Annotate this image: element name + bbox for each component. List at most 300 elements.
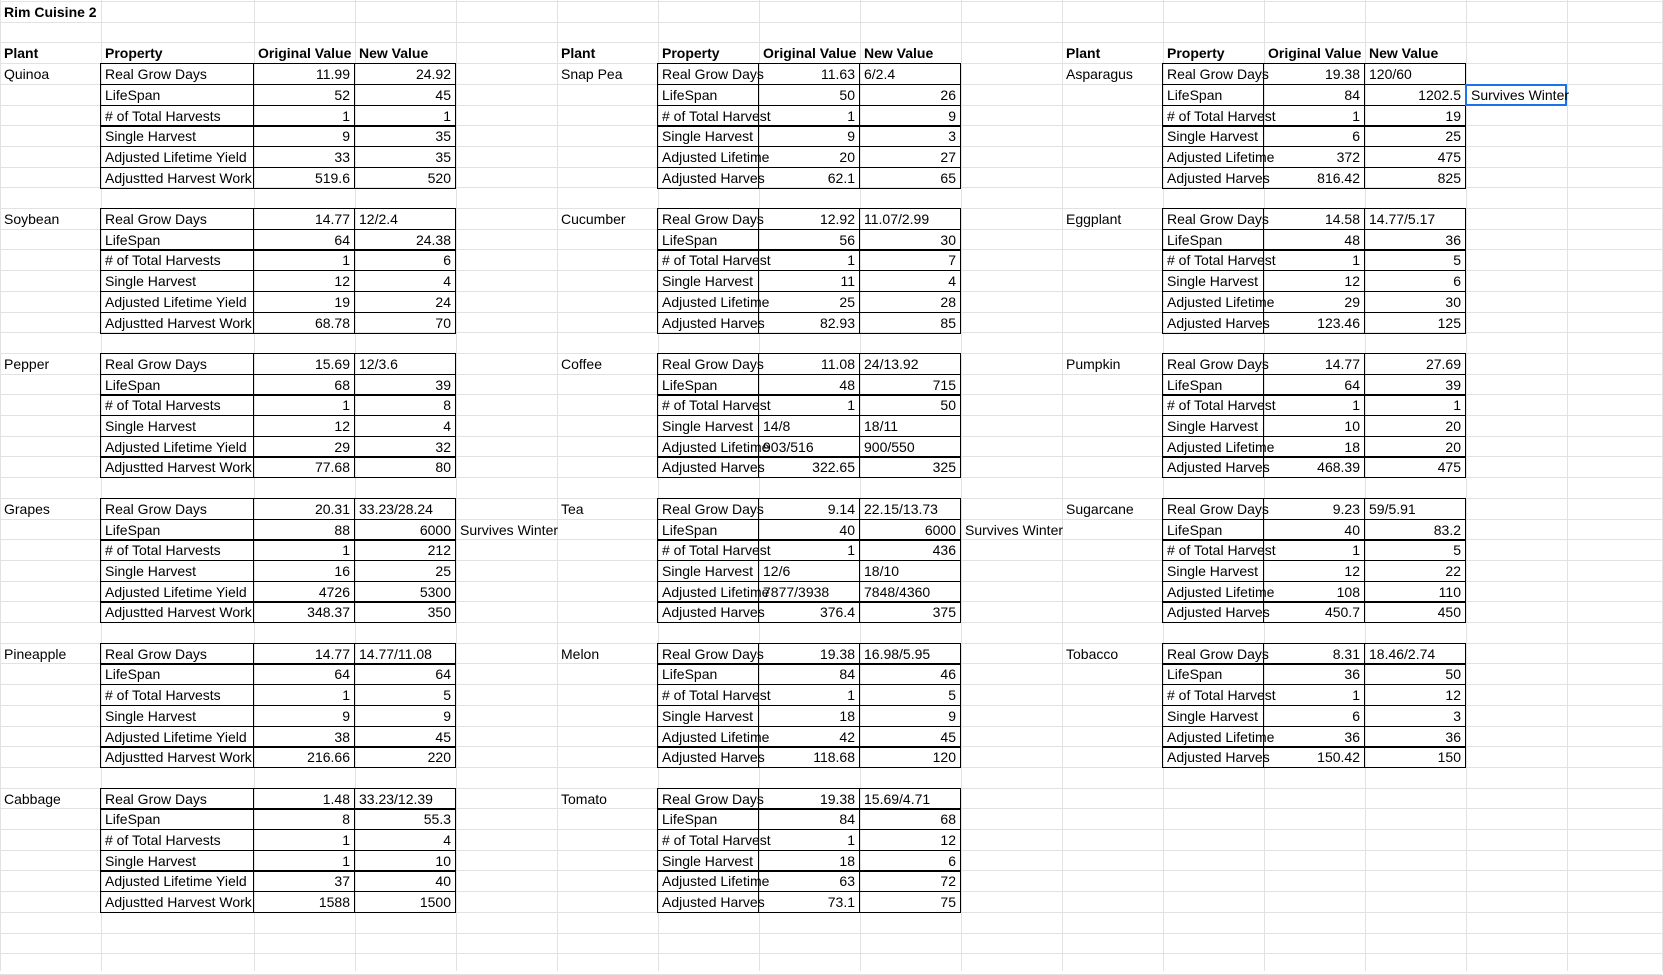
property-cell[interactable]: Adjustted Harvest Work <box>100 167 254 189</box>
property-cell[interactable]: Adjusted Lifetime <box>1162 726 1264 748</box>
property-cell[interactable]: Adjusted Lifetime <box>657 581 759 603</box>
property-cell[interactable]: Real Grow Days <box>657 498 759 520</box>
selected-note-cell[interactable]: Survives Winter <box>1465 84 1567 106</box>
plant-name-cell[interactable]: Pumpkin <box>1066 356 1121 372</box>
property-cell[interactable]: Single Harvest <box>657 125 759 147</box>
new-value-cell[interactable]: 72 <box>859 870 961 892</box>
header-original-value[interactable]: Original Value <box>258 45 352 61</box>
original-value-cell[interactable]: 15.69 <box>253 353 355 375</box>
header-original-value[interactable]: Original Value <box>1268 45 1362 61</box>
new-value-cell[interactable]: 120/60 <box>1364 63 1466 85</box>
original-value-cell[interactable]: 42 <box>758 726 860 748</box>
original-value-cell[interactable]: 14.77 <box>1263 353 1365 375</box>
new-value-cell[interactable]: 436 <box>859 539 961 561</box>
property-cell[interactable]: Single Harvest <box>100 705 254 727</box>
new-value-cell[interactable]: 715 <box>859 374 961 396</box>
original-value-cell[interactable]: 1 <box>1263 249 1365 271</box>
new-value-cell[interactable]: 59/5.91 <box>1364 498 1466 520</box>
plant-name-cell[interactable]: Cucumber <box>561 211 626 227</box>
original-value-cell[interactable]: 9 <box>253 705 355 727</box>
original-value-cell[interactable]: 73.1 <box>758 891 860 913</box>
original-value-cell[interactable]: 12 <box>1263 560 1365 582</box>
property-cell[interactable]: Real Grow Days <box>1162 63 1264 85</box>
original-value-cell[interactable]: 19.38 <box>758 643 860 665</box>
property-cell[interactable]: Single Harvest <box>1162 125 1264 147</box>
property-cell[interactable]: LifeSpan <box>1162 519 1264 541</box>
property-cell[interactable]: LifeSpan <box>1162 229 1264 251</box>
header-original-value[interactable]: Original Value <box>763 45 857 61</box>
original-value-cell[interactable]: 11.08 <box>758 353 860 375</box>
new-value-cell[interactable]: 24 <box>354 291 456 313</box>
property-cell[interactable]: Adjusted Lifetime Yield <box>100 726 254 748</box>
new-value-cell[interactable]: 27 <box>859 146 961 168</box>
new-value-cell[interactable]: 6 <box>859 850 961 872</box>
new-value-cell[interactable]: 325 <box>859 456 961 478</box>
new-value-cell[interactable]: 12/2.4 <box>354 208 456 230</box>
property-cell[interactable]: Single Harvest <box>100 125 254 147</box>
header-new-value[interactable]: New Value <box>359 45 429 61</box>
property-cell[interactable]: Adjusted Harves <box>1162 456 1264 478</box>
new-value-cell[interactable]: 3 <box>859 125 961 147</box>
original-value-cell[interactable]: 12 <box>253 270 355 292</box>
new-value-cell[interactable]: 35 <box>354 146 456 168</box>
property-cell[interactable]: Single Harvest <box>1162 415 1264 437</box>
original-value-cell[interactable]: 6 <box>1263 705 1365 727</box>
property-cell[interactable]: LifeSpan <box>1162 84 1264 106</box>
new-value-cell[interactable]: 7848/4360 <box>859 581 961 603</box>
property-cell[interactable]: LifeSpan <box>657 519 759 541</box>
new-value-cell[interactable]: 5 <box>1364 249 1466 271</box>
new-value-cell[interactable]: 33.23/28.24 <box>354 498 456 520</box>
original-value-cell[interactable]: 36 <box>1263 726 1365 748</box>
new-value-cell[interactable]: 18/11 <box>859 415 961 437</box>
property-cell[interactable]: Single Harvest <box>657 270 759 292</box>
property-cell[interactable]: Single Harvest <box>657 560 759 582</box>
new-value-cell[interactable]: 5 <box>1364 539 1466 561</box>
property-cell[interactable]: # of Total Harvest <box>657 829 759 851</box>
original-value-cell[interactable]: 1588 <box>253 891 355 913</box>
property-cell[interactable]: # of Total Harvest <box>1162 684 1264 706</box>
new-value-cell[interactable]: 900/550 <box>859 436 961 458</box>
property-cell[interactable]: LifeSpan <box>657 229 759 251</box>
original-value-cell[interactable]: 84 <box>1263 84 1365 106</box>
original-value-cell[interactable]: 11 <box>758 270 860 292</box>
new-value-cell[interactable]: 14.77/11.08 <box>354 643 456 665</box>
original-value-cell[interactable]: 123.46 <box>1263 312 1365 334</box>
property-cell[interactable]: Adjusted Lifetime <box>1162 436 1264 458</box>
new-value-cell[interactable]: 50 <box>1364 663 1466 685</box>
original-value-cell[interactable]: 1.48 <box>253 788 355 810</box>
property-cell[interactable]: Adjusted Lifetime <box>657 726 759 748</box>
property-cell[interactable]: LifeSpan <box>100 374 254 396</box>
original-value-cell[interactable]: 1 <box>1263 539 1365 561</box>
header-plant[interactable]: Plant <box>1066 45 1101 61</box>
original-value-cell[interactable]: 64 <box>253 229 355 251</box>
property-cell[interactable]: Real Grow Days <box>657 788 759 810</box>
new-value-cell[interactable]: 33.23/12.39 <box>354 788 456 810</box>
new-value-cell[interactable]: 8 <box>354 394 456 416</box>
plant-name-cell[interactable]: Tobacco <box>1066 646 1119 662</box>
original-value-cell[interactable]: 40 <box>758 519 860 541</box>
property-cell[interactable]: Adjustted Harvest Work <box>100 456 254 478</box>
header-property[interactable]: Property <box>662 45 720 61</box>
original-value-cell[interactable]: 19.38 <box>1263 63 1365 85</box>
new-value-cell[interactable]: 46 <box>859 663 961 685</box>
property-cell[interactable]: LifeSpan <box>657 808 759 830</box>
new-value-cell[interactable]: 18/10 <box>859 560 961 582</box>
new-value-cell[interactable]: 22.15/13.73 <box>859 498 961 520</box>
original-value-cell[interactable]: 14.77 <box>253 208 355 230</box>
property-cell[interactable]: Real Grow Days <box>657 63 759 85</box>
original-value-cell[interactable]: 64 <box>253 663 355 685</box>
plant-name-cell[interactable]: Sugarcane <box>1066 501 1134 517</box>
property-cell[interactable]: Real Grow Days <box>1162 208 1264 230</box>
original-value-cell[interactable]: 38 <box>253 726 355 748</box>
header-property[interactable]: Property <box>105 45 163 61</box>
new-value-cell[interactable]: 220 <box>354 746 456 768</box>
original-value-cell[interactable]: 68.78 <box>253 312 355 334</box>
header-plant[interactable]: Plant <box>561 45 596 61</box>
new-value-cell[interactable]: 19 <box>1364 105 1466 127</box>
property-cell[interactable]: Adjusted Lifetime <box>657 870 759 892</box>
original-value-cell[interactable]: 372 <box>1263 146 1365 168</box>
original-value-cell[interactable]: 29 <box>253 436 355 458</box>
property-cell[interactable]: LifeSpan <box>100 229 254 251</box>
new-value-cell[interactable]: 28 <box>859 291 961 313</box>
original-value-cell[interactable]: 348.37 <box>253 601 355 623</box>
original-value-cell[interactable]: 903/516 <box>758 436 860 458</box>
original-value-cell[interactable]: 150.42 <box>1263 746 1365 768</box>
original-value-cell[interactable]: 11.63 <box>758 63 860 85</box>
property-cell[interactable]: # of Total Harvest <box>657 249 759 271</box>
plant-name-cell[interactable]: Tea <box>561 501 584 517</box>
property-cell[interactable]: # of Total Harvests <box>100 684 254 706</box>
original-value-cell[interactable]: 18 <box>758 850 860 872</box>
new-value-cell[interactable]: 5 <box>859 684 961 706</box>
new-value-cell[interactable]: 12 <box>1364 684 1466 706</box>
property-cell[interactable]: # of Total Harvest <box>1162 105 1264 127</box>
plant-name-cell[interactable]: Cabbage <box>4 791 61 807</box>
original-value-cell[interactable]: 1 <box>253 684 355 706</box>
new-value-cell[interactable]: 25 <box>1364 125 1466 147</box>
original-value-cell[interactable]: 82.93 <box>758 312 860 334</box>
original-value-cell[interactable]: 62.1 <box>758 167 860 189</box>
property-cell[interactable]: Real Grow Days <box>100 63 254 85</box>
property-cell[interactable]: Adjustted Harvest Work <box>100 312 254 334</box>
property-cell[interactable]: LifeSpan <box>100 808 254 830</box>
original-value-cell[interactable]: 4726 <box>253 581 355 603</box>
original-value-cell[interactable]: 1 <box>1263 394 1365 416</box>
property-cell[interactable]: # of Total Harvest <box>1162 539 1264 561</box>
original-value-cell[interactable]: 216.66 <box>253 746 355 768</box>
property-cell[interactable]: Real Grow Days <box>100 353 254 375</box>
original-value-cell[interactable]: 376.4 <box>758 601 860 623</box>
original-value-cell[interactable]: 468.39 <box>1263 456 1365 478</box>
new-value-cell[interactable]: 6 <box>1364 270 1466 292</box>
original-value-cell[interactable]: 1 <box>253 539 355 561</box>
plant-name-cell[interactable]: Melon <box>561 646 600 662</box>
property-cell[interactable]: Adjustted Harvest Work <box>100 891 254 913</box>
property-cell[interactable]: Single Harvest <box>657 415 759 437</box>
new-value-cell[interactable]: 45 <box>859 726 961 748</box>
header-plant[interactable]: Plant <box>4 45 39 61</box>
original-value-cell[interactable]: 1 <box>758 684 860 706</box>
new-value-cell[interactable]: 75 <box>859 891 961 913</box>
property-cell[interactable]: LifeSpan <box>657 84 759 106</box>
sheet-title[interactable]: Rim Cuisine 2 <box>4 4 97 20</box>
property-cell[interactable]: Real Grow Days <box>1162 353 1264 375</box>
new-value-cell[interactable]: 30 <box>859 229 961 251</box>
original-value-cell[interactable]: 1 <box>253 105 355 127</box>
original-value-cell[interactable]: 108 <box>1263 581 1365 603</box>
new-value-cell[interactable]: 9 <box>859 705 961 727</box>
original-value-cell[interactable]: 12 <box>253 415 355 437</box>
property-cell[interactable]: Single Harvest <box>100 560 254 582</box>
original-value-cell[interactable]: 1 <box>253 829 355 851</box>
new-value-cell[interactable]: 475 <box>1364 146 1466 168</box>
new-value-cell[interactable]: 80 <box>354 456 456 478</box>
property-cell[interactable]: Real Grow Days <box>657 643 759 665</box>
original-value-cell[interactable]: 19 <box>253 291 355 313</box>
plant-name-cell[interactable]: Asparagus <box>1066 66 1133 82</box>
new-value-cell[interactable]: 55.3 <box>354 808 456 830</box>
property-cell[interactable]: Adjusted Harves <box>657 167 759 189</box>
property-cell[interactable]: LifeSpan <box>100 519 254 541</box>
property-cell[interactable]: Real Grow Days <box>1162 643 1264 665</box>
new-value-cell[interactable]: 10 <box>354 850 456 872</box>
new-value-cell[interactable]: 30 <box>1364 291 1466 313</box>
original-value-cell[interactable]: 1 <box>758 829 860 851</box>
property-cell[interactable]: Adjusted Lifetime <box>657 146 759 168</box>
new-value-cell[interactable]: 24.38 <box>354 229 456 251</box>
original-value-cell[interactable]: 18 <box>1263 436 1365 458</box>
property-cell[interactable]: Adjusted Lifetime Yield <box>100 291 254 313</box>
original-value-cell[interactable]: 63 <box>758 870 860 892</box>
new-value-cell[interactable]: 150 <box>1364 746 1466 768</box>
new-value-cell[interactable]: 83.2 <box>1364 519 1466 541</box>
new-value-cell[interactable]: 450 <box>1364 601 1466 623</box>
note-cell[interactable]: Survives Winter <box>965 522 1064 538</box>
original-value-cell[interactable]: 20.31 <box>253 498 355 520</box>
new-value-cell[interactable]: 110 <box>1364 581 1466 603</box>
new-value-cell[interactable]: 70 <box>354 312 456 334</box>
new-value-cell[interactable]: 1 <box>1364 394 1466 416</box>
property-cell[interactable]: Single Harvest <box>1162 705 1264 727</box>
original-value-cell[interactable]: 519.6 <box>253 167 355 189</box>
original-value-cell[interactable]: 18 <box>758 705 860 727</box>
original-value-cell[interactable]: 6 <box>1263 125 1365 147</box>
original-value-cell[interactable]: 37 <box>253 870 355 892</box>
property-cell[interactable]: LifeSpan <box>657 663 759 685</box>
property-cell[interactable]: # of Total Harvest <box>657 684 759 706</box>
original-value-cell[interactable]: 1 <box>758 105 860 127</box>
new-value-cell[interactable]: 68 <box>859 808 961 830</box>
property-cell[interactable]: LifeSpan <box>1162 663 1264 685</box>
property-cell[interactable]: # of Total Harvests <box>100 105 254 127</box>
new-value-cell[interactable]: 3 <box>1364 705 1466 727</box>
new-value-cell[interactable]: 27.69 <box>1364 353 1466 375</box>
original-value-cell[interactable]: 84 <box>758 808 860 830</box>
property-cell[interactable]: Single Harvest <box>100 270 254 292</box>
original-value-cell[interactable]: 1 <box>758 249 860 271</box>
property-cell[interactable]: Adjustted Harvest Work <box>100 746 254 768</box>
original-value-cell[interactable]: 19.38 <box>758 788 860 810</box>
original-value-cell[interactable]: 14.77 <box>253 643 355 665</box>
new-value-cell[interactable]: 9 <box>354 705 456 727</box>
property-cell[interactable]: Real Grow Days <box>100 498 254 520</box>
property-cell[interactable]: Adjusted Harves <box>1162 746 1264 768</box>
new-value-cell[interactable]: 212 <box>354 539 456 561</box>
property-cell[interactable]: Adjusted Lifetime Yield <box>100 146 254 168</box>
property-cell[interactable]: # of Total Harvests <box>100 829 254 851</box>
original-value-cell[interactable]: 77.68 <box>253 456 355 478</box>
property-cell[interactable]: Adjusted Lifetime Yield <box>100 870 254 892</box>
original-value-cell[interactable]: 1 <box>253 249 355 271</box>
new-value-cell[interactable]: 11.07/2.99 <box>859 208 961 230</box>
new-value-cell[interactable]: 20 <box>1364 415 1466 437</box>
property-cell[interactable]: # of Total Harvests <box>100 249 254 271</box>
original-value-cell[interactable]: 9.23 <box>1263 498 1365 520</box>
original-value-cell[interactable]: 1 <box>253 394 355 416</box>
new-value-cell[interactable]: 825 <box>1364 167 1466 189</box>
property-cell[interactable]: Adjusted Harves <box>1162 312 1264 334</box>
header-property[interactable]: Property <box>1167 45 1225 61</box>
new-value-cell[interactable]: 6000 <box>354 519 456 541</box>
property-cell[interactable]: Real Grow Days <box>657 208 759 230</box>
note-cell[interactable]: Survives Winter <box>460 522 559 538</box>
new-value-cell[interactable]: 36 <box>1364 229 1466 251</box>
new-value-cell[interactable]: 24.92 <box>354 63 456 85</box>
property-cell[interactable]: LifeSpan <box>657 374 759 396</box>
property-cell[interactable]: Adjusted Harves <box>657 746 759 768</box>
header-new-value[interactable]: New Value <box>864 45 934 61</box>
property-cell[interactable]: LifeSpan <box>100 663 254 685</box>
original-value-cell[interactable]: 48 <box>758 374 860 396</box>
new-value-cell[interactable]: 4 <box>354 829 456 851</box>
original-value-cell[interactable]: 1 <box>758 394 860 416</box>
original-value-cell[interactable]: 1 <box>1263 105 1365 127</box>
new-value-cell[interactable]: 6/2.4 <box>859 63 961 85</box>
original-value-cell[interactable]: 88 <box>253 519 355 541</box>
new-value-cell[interactable]: 4 <box>354 415 456 437</box>
new-value-cell[interactable]: 25 <box>354 560 456 582</box>
new-value-cell[interactable]: 26 <box>859 84 961 106</box>
property-cell[interactable]: LifeSpan <box>1162 374 1264 396</box>
new-value-cell[interactable]: 6 <box>354 249 456 271</box>
plant-name-cell[interactable]: Coffee <box>561 356 602 372</box>
property-cell[interactable]: Adjusted Lifetime Yield <box>100 436 254 458</box>
plant-name-cell[interactable]: Eggplant <box>1066 211 1122 227</box>
new-value-cell[interactable]: 64 <box>354 663 456 685</box>
new-value-cell[interactable]: 6000 <box>859 519 961 541</box>
plant-name-cell[interactable]: Quinoa <box>4 66 50 82</box>
original-value-cell[interactable]: 9 <box>253 125 355 147</box>
property-cell[interactable]: Adjusted Harves <box>657 891 759 913</box>
new-value-cell[interactable]: 7 <box>859 249 961 271</box>
plant-name-cell[interactable]: Pineapple <box>4 646 67 662</box>
original-value-cell[interactable]: 52 <box>253 84 355 106</box>
property-cell[interactable]: Real Grow Days <box>100 643 254 665</box>
new-value-cell[interactable]: 5300 <box>354 581 456 603</box>
header-new-value[interactable]: New Value <box>1369 45 1439 61</box>
property-cell[interactable]: Adjusted Harves <box>657 601 759 623</box>
original-value-cell[interactable]: 9 <box>758 125 860 147</box>
original-value-cell[interactable]: 1 <box>1263 684 1365 706</box>
new-value-cell[interactable]: 4 <box>859 270 961 292</box>
new-value-cell[interactable]: 39 <box>354 374 456 396</box>
new-value-cell[interactable]: 85 <box>859 312 961 334</box>
property-cell[interactable]: Single Harvest <box>657 850 759 872</box>
new-value-cell[interactable]: 1202.5 <box>1364 84 1466 106</box>
new-value-cell[interactable]: 1500 <box>354 891 456 913</box>
plant-name-cell[interactable]: Soybean <box>4 211 60 227</box>
property-cell[interactable]: Single Harvest <box>100 850 254 872</box>
property-cell[interactable]: # of Total Harvests <box>100 539 254 561</box>
property-cell[interactable]: Adjusted Lifetime <box>1162 146 1264 168</box>
property-cell[interactable]: Real Grow Days <box>657 353 759 375</box>
new-value-cell[interactable]: 40 <box>354 870 456 892</box>
new-value-cell[interactable]: 36 <box>1364 726 1466 748</box>
original-value-cell[interactable]: 450.7 <box>1263 601 1365 623</box>
original-value-cell[interactable]: 68 <box>253 374 355 396</box>
new-value-cell[interactable]: 35 <box>354 125 456 147</box>
plant-name-cell[interactable]: Pepper <box>4 356 50 372</box>
property-cell[interactable]: Adjusted Lifetime <box>657 291 759 313</box>
original-value-cell[interactable]: 8 <box>253 808 355 830</box>
original-value-cell[interactable]: 11.99 <box>253 63 355 85</box>
original-value-cell[interactable]: 84 <box>758 663 860 685</box>
new-value-cell[interactable]: 125 <box>1364 312 1466 334</box>
property-cell[interactable]: # of Total Harvest <box>1162 394 1264 416</box>
original-value-cell[interactable]: 322.65 <box>758 456 860 478</box>
plant-name-cell[interactable]: Grapes <box>4 501 50 517</box>
new-value-cell[interactable]: 375 <box>859 601 961 623</box>
original-value-cell[interactable]: 12 <box>1263 270 1365 292</box>
new-value-cell[interactable]: 475 <box>1364 456 1466 478</box>
original-value-cell[interactable]: 29 <box>1263 291 1365 313</box>
new-value-cell[interactable]: 65 <box>859 167 961 189</box>
plant-name-cell[interactable]: Tomato <box>561 791 607 807</box>
property-cell[interactable]: # of Total Harvest <box>1162 249 1264 271</box>
new-value-cell[interactable]: 50 <box>859 394 961 416</box>
new-value-cell[interactable]: 5 <box>354 684 456 706</box>
property-cell[interactable]: Real Grow Days <box>1162 498 1264 520</box>
original-value-cell[interactable]: 14.58 <box>1263 208 1365 230</box>
original-value-cell[interactable]: 33 <box>253 146 355 168</box>
new-value-cell[interactable]: 1 <box>354 105 456 127</box>
original-value-cell[interactable]: 1 <box>758 539 860 561</box>
original-value-cell[interactable]: 118.68 <box>758 746 860 768</box>
original-value-cell[interactable]: 9.14 <box>758 498 860 520</box>
new-value-cell[interactable]: 120 <box>859 746 961 768</box>
original-value-cell[interactable]: 48 <box>1263 229 1365 251</box>
new-value-cell[interactable]: 14.77/5.17 <box>1364 208 1466 230</box>
new-value-cell[interactable]: 22 <box>1364 560 1466 582</box>
property-cell[interactable]: Adjusted Lifetime Yield <box>100 581 254 603</box>
property-cell[interactable]: Real Grow Days <box>100 208 254 230</box>
original-value-cell[interactable]: 10 <box>1263 415 1365 437</box>
property-cell[interactable]: Single Harvest <box>657 705 759 727</box>
new-value-cell[interactable]: 520 <box>354 167 456 189</box>
property-cell[interactable]: Single Harvest <box>1162 560 1264 582</box>
new-value-cell[interactable]: 45 <box>354 84 456 106</box>
property-cell[interactable]: Adjusted Harves <box>657 312 759 334</box>
new-value-cell[interactable]: 20 <box>1364 436 1466 458</box>
new-value-cell[interactable]: 24/13.92 <box>859 353 961 375</box>
plant-name-cell[interactable]: Snap Pea <box>561 66 623 82</box>
new-value-cell[interactable]: 45 <box>354 726 456 748</box>
original-value-cell[interactable]: 64 <box>1263 374 1365 396</box>
